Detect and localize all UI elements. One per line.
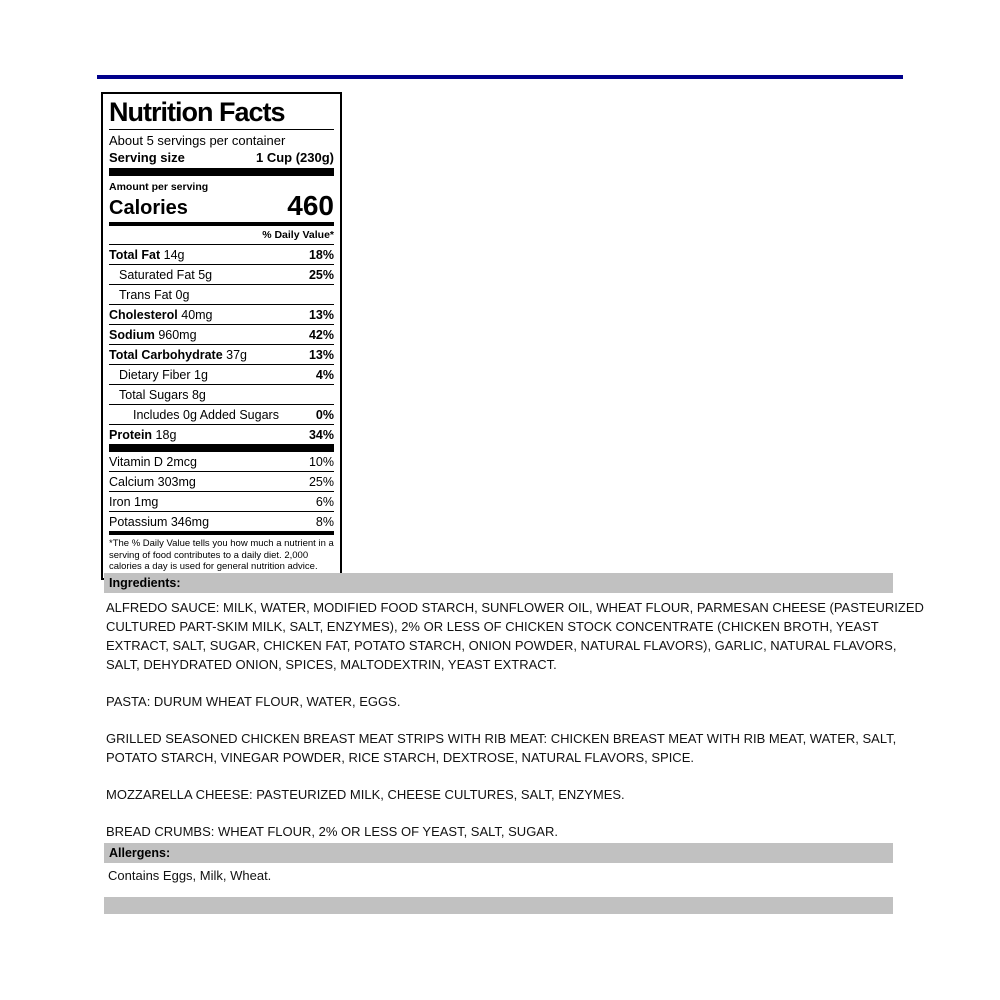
amount-per-serving-label: Amount per serving	[109, 181, 209, 193]
calories-value: 460	[287, 190, 334, 221]
serving-size-row	[109, 149, 334, 168]
top-divider-line	[97, 75, 903, 79]
ingredients-text	[106, 598, 924, 859]
allergens-header-bar	[104, 843, 893, 863]
daily-value-header: % Daily Value*	[109, 226, 334, 245]
thick-divider-bar	[109, 444, 334, 452]
vitamin-rows	[109, 452, 334, 531]
vitamin-row: Potassium 346mg 8%	[109, 514, 334, 529]
nutrition-facts-label	[101, 92, 342, 580]
ingredient-paragraph: GRILLED SEASONED CHICKEN BREAST MEAT STRIPS WITH RIB MEAT: CHICKEN BREAST MEAT WITH RIB MEAT, WATER, SALT, POTATO STARCH, VINEGAR POWDER, RICE STARCH, DEXTROSE, NATURAL FLAVORS, SPICE.	[106, 731, 897, 765]
nutrient-row: Saturated Fat 5g 25%	[109, 265, 334, 285]
serving-size-label: Serving size	[109, 150, 185, 165]
servings-per-container: About 5 servings per container	[109, 133, 286, 148]
nutrition-facts-title: Nutrition Facts	[109, 97, 334, 130]
nutrient-row: Dietary Fiber 1g 4%	[109, 365, 334, 385]
thick-divider-bar	[109, 168, 334, 176]
ingredient-paragraph: PASTA: DURUM WHEAT FLOUR, WATER, EGGS.	[106, 694, 401, 709]
nutrient-row: Total Carbohydrate 37g 13%	[109, 345, 334, 365]
vitamin-row: Iron 1mg 6%	[109, 492, 334, 512]
allergens-header-label: Allergens:	[109, 846, 171, 860]
calories-row	[109, 190, 334, 222]
nutrient-row: Total Fat 14g 18%	[109, 245, 334, 265]
nutrient-row: Includes 0g Added Sugars 0%	[109, 405, 334, 425]
nutrient-rows	[109, 245, 334, 444]
footer-bar	[104, 897, 893, 914]
nutrient-row: Cholesterol 40mg 13%	[109, 305, 334, 325]
nutrient-row: Total Sugars 8g	[109, 385, 334, 405]
ingredient-paragraph: ALFREDO SAUCE: MILK, WATER, MODIFIED FOOD STARCH, SUNFLOWER OIL, WHEAT FLOUR, PARMESAN CHEESE (PASTEURIZED CULTURED PART-SKIM MILK, SALT, ENZYMES), 2% OR LESS OF CHICKEN STOCK CONCENTRATE (CHICKEN BROTH, YEAST EXTRACT, SALT, SUGAR, CHICKEN FAT, POTATO STARCH, ONION POWDER, NATURAL FLAVORS), GARLIC, NATURAL FLAVORS, SALT, DEHYDRATED ONION, SPICES, MALTODEXTRIN, YEAST EXTRACT.	[106, 600, 924, 672]
serving-size-value: 1 Cup (230g)	[255, 150, 334, 165]
ingredients-header-bar	[104, 573, 893, 593]
calories-label: Calories	[109, 197, 188, 219]
daily-value-footnote: *The % Daily Value tells you how much a nutrient in a serving of food contributes to a daily diet. 2,000 calories a day is used for general nutrition advice.	[109, 538, 334, 572]
ingredient-paragraph: BREAD CRUMBS: WHEAT FLOUR, 2% OR LESS OF YEAST, SALT, SUGAR.	[106, 824, 558, 839]
nutrient-row: Sodium 960mg 42%	[109, 325, 334, 345]
vitamin-row: Vitamin D 2mcg 10%	[109, 452, 334, 472]
ingredients-header-label: Ingredients:	[109, 576, 181, 590]
nutrient-row: Trans Fat 0g	[109, 285, 334, 305]
nutrient-row: Protein 18g 34%	[109, 427, 334, 442]
allergens-text: Contains Eggs, Milk, Wheat.	[108, 868, 272, 883]
ingredient-paragraph: MOZZARELLA CHEESE: PASTEURIZED MILK, CHEESE CULTURES, SALT, ENZYMES.	[106, 787, 625, 802]
vitamin-row: Calcium 303mg 25%	[109, 472, 334, 492]
